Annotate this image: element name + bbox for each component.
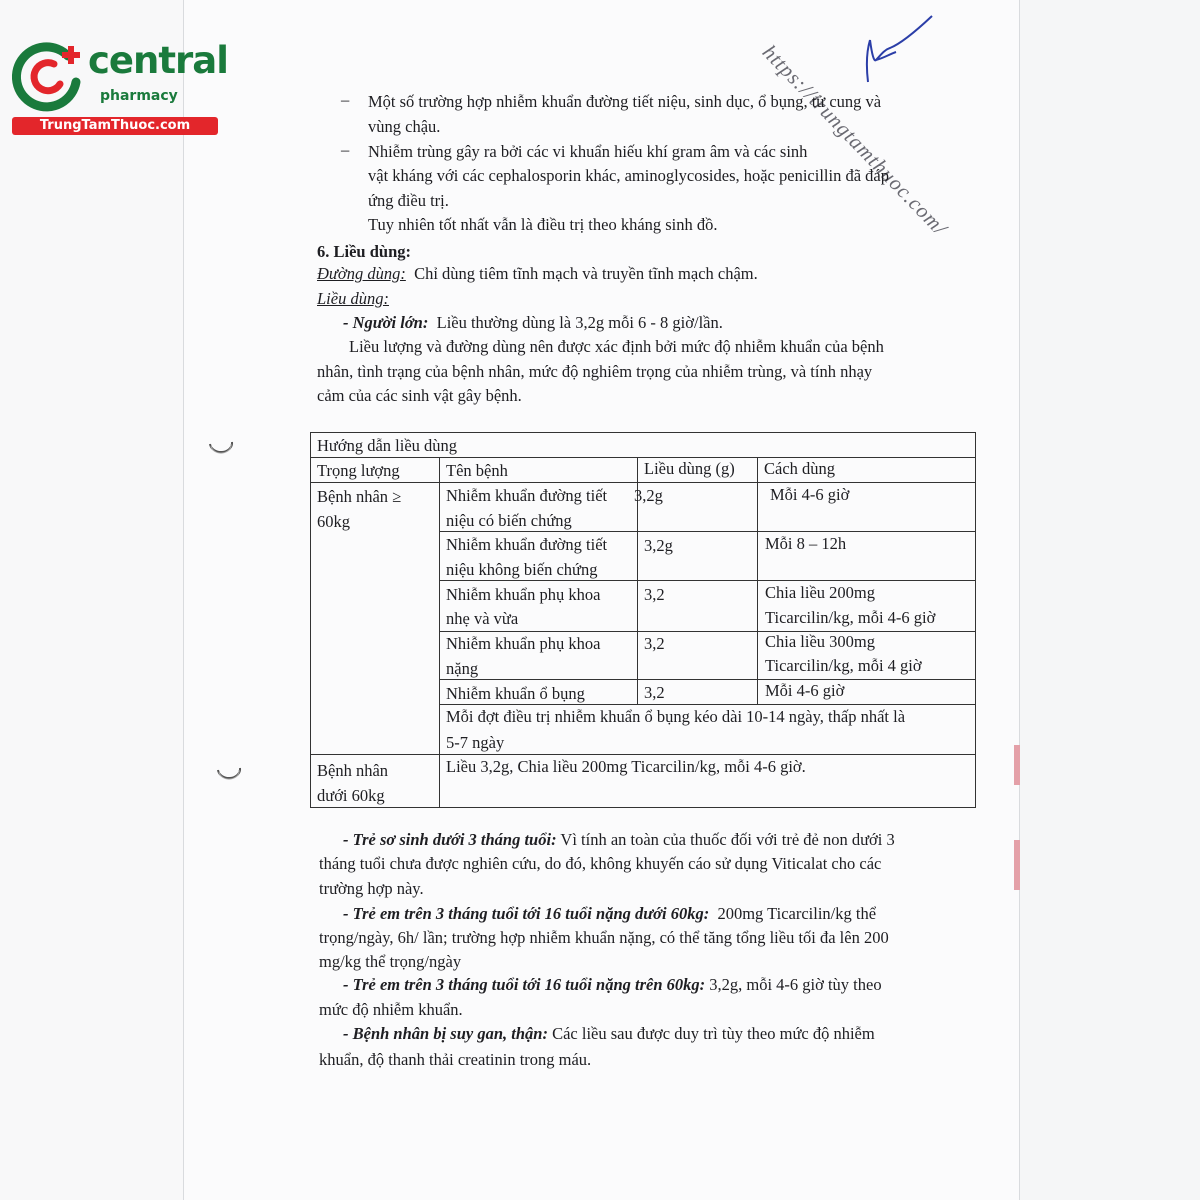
disease-cell: Nhiễm khuẩn đường tiết [446,535,608,554]
list-item-line: vật kháng với các cephalosporin khác, aminoglycosides, hoặc penicillin đã đáp [368,166,889,185]
usage-cell: Ticarcilin/kg, mỗi 4 giờ [765,656,922,675]
disease-cell: Nhiễm khuẩn phụ khoa [446,634,601,653]
population-text: trường hợp này. [319,879,424,898]
list-bullet: – [341,90,350,109]
list-item-line: Nhiễm trùng gây ra bởi các vi khuẩn hiếu khí gram âm và các sinh [368,142,808,161]
central-pharmacy-logo[interactable] [10,38,228,138]
usage-cell: Mỗi 8 – 12h [765,534,847,553]
disease-cell: Nhiễm khuẩn ổ bụng [446,684,585,703]
population-text: mức độ nhiễm khuẩn. [319,1000,463,1019]
list-item-line: vùng chậu. [368,117,441,136]
route-label: Đường dùng: [317,264,406,283]
table-note: 5-7 ngày [446,733,505,752]
dose-cell: 3,2 [644,683,665,702]
usage-cell: Chia liều 300mg [765,632,875,651]
population-label: - Bệnh nhân bị suy gan, thận: [343,1024,548,1043]
logo-url-bar: TrungTamThuoc.com [12,117,218,135]
scan-margin-right [1018,0,1200,1200]
population-text: mg/kg thể trọng/ngày [319,952,462,971]
table-header: Cách dùng [764,459,836,478]
table-header: Trọng lượng [317,461,400,480]
logo-name: central [88,39,228,82]
table-title: Hướng dẫn liều dùng [317,436,458,455]
dosage-table [310,432,976,808]
signature-mark [860,10,940,90]
table-note: Mỗi đợt điều trị nhiễm khuẩn ổ bụng kéo dài 10-14 ngày, thấp nhất là [446,707,906,726]
population-label: - Trẻ em trên 3 tháng tuổi tới 16 tuổi nặng trên 60kg: [343,975,706,994]
disease-cell: niệu không biến chứng [446,560,598,579]
punch-hole-bottom [215,758,243,780]
table-header: Tên bệnh [446,461,508,480]
weight-cell: 60kg [317,512,350,531]
disease-cell: nhẹ và vừa [446,609,519,628]
table-header: Liều dùng (g) [644,459,735,478]
usage-cell: Mỗi 4-6 giờ [770,485,850,504]
adult-label: - Người lớn: [343,313,429,332]
population-text: Vì tính an toàn của thuốc đối với trẻ đẻ non dưới 3 [560,830,895,849]
population-text: 3,2g, mỗi 4-6 giờ tùy theo [709,975,882,994]
table-rule [439,679,975,680]
adult-text: Liều thường dùng là 3,2g mỗi 6 - 8 giờ/lần. [436,313,723,332]
population-text: tháng tuổi chưa được nghiên cứu, do đó, không khuyến cáo sử dụng Viticalat cho các [319,854,882,873]
scan-margin-left [0,0,183,1200]
dosage-label: Liều dùng: [317,289,389,308]
population-label: - Trẻ em trên 3 tháng tuổi tới 16 tuổi nặng dưới 60kg: [343,904,710,923]
dose-cell: 3,2g [644,536,673,555]
punch-hole-top [207,432,235,454]
table-rule [311,482,975,483]
pharmacy-logo-icon [10,38,88,116]
population-text: trọng/ngày, 6h/ lần; trường hợp nhiễm khuẩn nặng, có thể tăng tổng liều tối đa lên 200 [319,928,889,947]
disease-cell: Nhiễm khuẩn đường tiết [446,486,608,505]
dose-cell: 3,2 [644,634,665,653]
watermark-url: https://trungtamthuoc.com/ [757,40,953,241]
disease-cell: niệu có biến chứng [446,511,572,530]
population-label: - Trẻ sơ sinh dưới 3 tháng tuổi: [343,830,557,849]
route-text: Chỉ dùng tiêm tĩnh mạch và truyền tĩnh mạch chậm. [414,264,758,283]
usage-cell: Ticarcilin/kg, mỗi 4-6 giờ [765,608,936,627]
paragraph-line: cảm của các sinh vật gây bệnh. [317,386,522,405]
usage-cell: Chia liều 200mg [765,583,875,602]
usage-cell: Mỗi 4-6 giờ [765,681,845,700]
scan-edge-mark [1014,840,1020,890]
paragraph-line: nhân, tình trạng của bệnh nhân, mức độ nghiêm trọng của nhiễm trùng, và tính nhạy [317,362,873,381]
section-heading: 6. Liều dùng: [317,242,411,261]
weight-cell: dưới 60kg [317,786,385,805]
table-rule [757,457,758,704]
weight-cell: Bệnh nhân [317,761,389,780]
population-text: 200mg Ticarcilin/kg thể [717,904,877,923]
population-text: khuẩn, độ thanh thải creatinin trong máu. [319,1050,592,1069]
population-text: Các liều sau được duy trì tùy theo mức độ nhiễm [552,1024,875,1043]
list-item-line: Một số trường hợp nhiễm khuẩn đường tiết niệu, sinh dục, ổ bụng, tử cung và [368,92,882,111]
group2-dose-text: Liều 3,2g, Chia liều 200mg Ticarcilin/kg, mỗi 4-6 giờ. [446,757,806,776]
paragraph-line: Liều lượng và đường dùng nên được xác định bởi mức độ nhiễm khuẩn của bệnh [349,337,884,356]
weight-cell: Bệnh nhân ≥ [317,487,402,506]
disease-cell: Nhiễm khuẩn phụ khoa [446,585,601,604]
table-rule [439,457,440,807]
list-item-line: ứng điều trị. [368,191,449,210]
scan-edge-mark [1014,745,1020,785]
dose-cell: 3,2g [634,486,663,505]
disease-cell: nặng [446,659,479,678]
dose-cell: 3,2 [644,585,665,604]
logo-subtitle: pharmacy [100,88,178,104]
section5-note: Tuy nhiên tốt nhất vẫn là điều trị theo kháng sinh đồ. [368,215,718,234]
list-bullet: – [341,140,350,159]
